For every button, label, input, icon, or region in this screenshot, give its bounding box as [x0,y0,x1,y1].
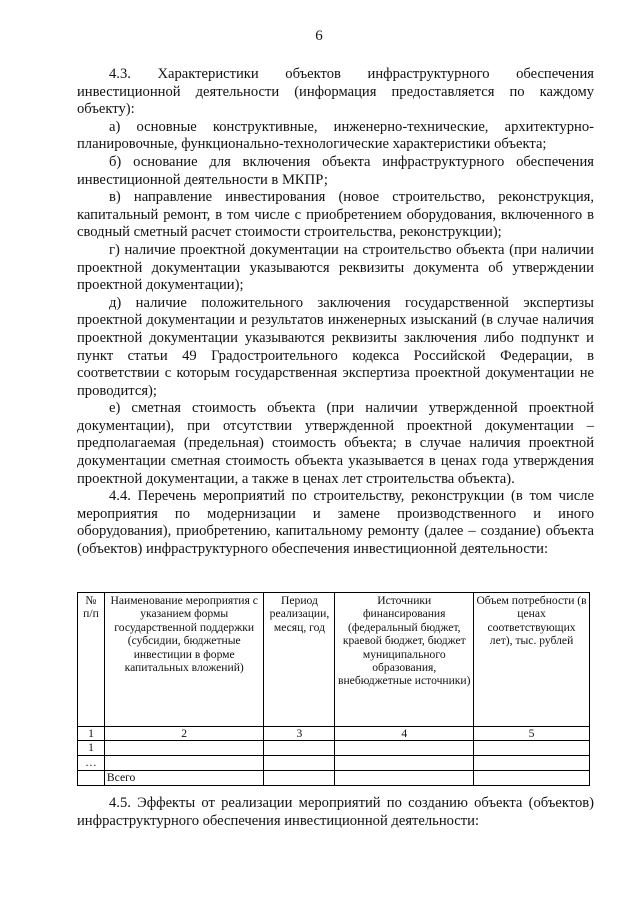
header-funding-sources: Источники финансирования (федеральный бюджет, краевой бюджет, бюджет муниципального образования, внебюджетные источники) [335,593,474,727]
document-body [77,66,594,559]
table-cell [264,756,335,771]
table-cell [335,771,474,786]
table-cell [264,771,335,786]
table-cell: 1 [78,741,105,756]
table-cell: … [78,756,105,771]
paragraph-4-3: 4.3. Характеристики объектов инфраструктурного обеспечения инвестиционной деятельности (информация предоставляется по каждому объекту): [77,66,594,118]
page-number: 6 [315,28,323,44]
table-cell [335,756,474,771]
col-num: 2 [104,727,264,741]
paragraph-4-3-e: е) сметная стоимость объекта (при наличии утвержденной проектной документации), при отсутствии утвержденной проектной документации – предполагаемая (предельная) стоимость объекта; в случае наличия проектной документации сметная стоимость объекта указывается в ценах года утверждения проектной документации, а также в ценах лет строительства объекта). [77,400,594,487]
header-volume: Объем потребности (в ценах соответствующих лет), тыс. рублей [474,593,590,727]
col-num: 5 [474,727,590,741]
header-measure-name: Наименование мероприятия с указанием формы государственной поддержки (субсидии, бюджетные инвестиции в форме капитальных вложений) [104,593,264,727]
paragraph-4-4: 4.4. Перечень мероприятий по строительству, реконструкции (в том числе мероприятия по модернизации и замене производственного и иного оборудования), приобретению, капитальному ремонту (далее – создание) объекта (объектов) инфраструктурного обеспечения инвестиционной деятельности: [77,488,594,558]
table-cell [335,741,474,756]
table-cell [474,771,590,786]
table-cell [474,741,590,756]
header-number: № п/п [78,593,105,727]
table-cell [474,756,590,771]
total-label: Всего [104,771,264,786]
paragraph-4-3-d: д) наличие положительного заключения государственной экспертизы проектной документации и результатов инженерных изысканий (в случае наличия проектной документации указываются реквизиты заключения либо подпункт и пункт статьи 49 Градостроительного кодекса Российской Федерации, в соответствии с которым государственная экспертиза проектной документации не проводится); [77,294,594,399]
measures-table [77,592,590,786]
column-number-row [78,727,590,741]
col-num: 3 [264,727,335,741]
table-cell [104,741,264,756]
paragraph-4-5: 4.5. Эффекты от реализации мероприятий по созданию объекта (объектов) инфраструктурного обеспечения инвестиционной деятельности: [77,795,594,829]
table-row [78,756,590,771]
table-row [78,741,590,756]
table-cell [264,741,335,756]
table-total-row [78,771,590,786]
paragraph-4-3-b: б) основание для включения объекта инфраструктурного обеспечения инвестиционной деятельности в МКПР; [77,153,594,188]
table-header-row [78,593,590,727]
col-num: 4 [335,727,474,741]
table-cell [78,771,105,786]
paragraph-4-3-v: в) направление инвестирования (новое строительство, реконструкция, капитальный ремонт, в том числе с приобретением оборудования, включенного в сводный сметный расчет стоимости строительства, реконструкции); [77,189,594,241]
header-period: Период реализации, месяц, год [264,593,335,727]
paragraph-4-3-g: г) наличие проектной документации на строительство объекта (при наличии проектной документации указываются реквизиты документа об утверждении проектной документации); [77,241,594,294]
table-cell [104,756,264,771]
col-num: 1 [78,727,105,741]
paragraph-4-3-a: а) основные конструктивные, инженерно-технические, архитектурно-планировочные, функционально-технологические характеристики объекта; [77,118,594,153]
